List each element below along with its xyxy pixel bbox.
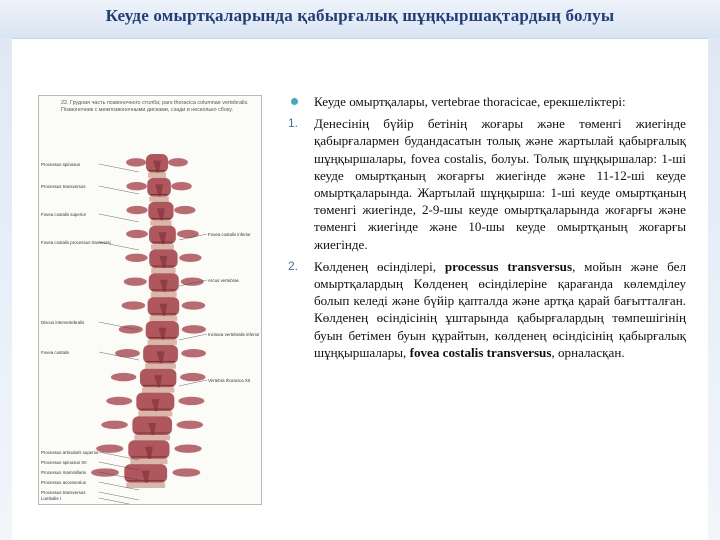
intervertebral-disc [150, 316, 178, 321]
anatomy-label: Vertebra thoracica XII [208, 378, 251, 383]
anatomy-label: Processus spinosus [41, 162, 81, 167]
transverse-process [126, 230, 148, 238]
intervertebral-disc [138, 411, 172, 416]
intervertebral-disc [134, 435, 170, 440]
transverse-process [126, 158, 146, 166]
intervertebral-disc [149, 196, 169, 201]
transverse-process [171, 182, 192, 190]
intervertebral-disc [151, 244, 174, 249]
spine-illustration [38, 95, 262, 505]
transverse-process [172, 468, 200, 476]
intervertebral-disc [150, 220, 171, 225]
intervertebral-disc [145, 363, 176, 368]
bullet-intro-text: Кеуде омыртқалары, vertebrae thoracicae, ерекшеліктері: [314, 94, 626, 109]
anatomy-label: Processus mammillaris [41, 470, 87, 475]
transverse-process [119, 325, 143, 333]
numbered-item-2 [288, 258, 686, 361]
anatomy-label: Fovea costalis processus transversi [41, 240, 111, 245]
item-text: Денесінің бүйір бетінің жоғары және төменгі жиегінде қабырғалармен будандасатын толық және жартылай қабырғалық шұңқыршалары, fovea costalis, болуы. Толық шұңқыршалар: 1-ші кеуде омыртқаның жоғарғы жиегінде және 11-12-ші кеуде омыртқаларында. Жартылай шұңқырша: 1-ші кеуде омыртқаның төменгі жиегінде, 2-9-шы кеуде омыртқаларында жоғарғы және төменгі жиегінде және 10-шы кеуде омыртқаның жоғарғы жиегінде. [314, 116, 686, 252]
transverse-process [180, 373, 205, 381]
latin-term: processus transversus [444, 258, 573, 274]
figure-caption-line: 22. Грудная часть позвоночного столба; pars thoracica columnae vertebralis. [61, 100, 249, 106]
transverse-process [125, 254, 147, 262]
intervertebral-disc [151, 268, 175, 273]
transverse-process [182, 301, 206, 309]
right-decor-strip [708, 38, 720, 540]
anatomy-label: Processus spinosus XII [41, 460, 87, 465]
transverse-process [181, 349, 206, 357]
latin-term: fovea costalis transversus [409, 344, 552, 360]
left-decor-strip [0, 38, 12, 540]
transverse-process [181, 277, 204, 285]
transverse-process [178, 397, 204, 405]
transverse-process [96, 444, 123, 452]
anatomy-label: Lumbalis I [41, 496, 62, 501]
intervertebral-disc [142, 387, 174, 392]
bullet-dot-icon [291, 98, 298, 105]
transverse-process [106, 397, 132, 405]
anatomy-label: Arcus vertebrae [208, 278, 239, 283]
transverse-process [111, 373, 136, 381]
transverse-process [174, 206, 195, 214]
anatomy-label: Fovea costalis [41, 350, 70, 355]
transverse-process [168, 158, 188, 166]
label-leader-line [179, 334, 207, 340]
transverse-process [122, 301, 146, 309]
intervertebral-disc [148, 173, 166, 178]
transverse-process [182, 325, 206, 333]
anatomy-label: Fovea costalis inferior [208, 232, 251, 237]
transverse-process [124, 277, 147, 285]
intervertebral-disc [151, 292, 177, 297]
transverse-process [91, 468, 119, 476]
item-text: , орналасқан. [551, 344, 625, 360]
anatomy-label: Processus transversus [41, 490, 86, 495]
transverse-process [179, 254, 201, 262]
transverse-process [177, 421, 204, 429]
label-leader-line [99, 214, 139, 222]
intervertebral-disc [148, 340, 177, 345]
intervertebral-disc [126, 483, 165, 488]
item-number: 1. [288, 116, 299, 131]
transverse-process [101, 421, 128, 429]
anatomy-label: Processus transversus [41, 184, 86, 189]
transverse-process [177, 230, 199, 238]
item-number: 2. [288, 258, 299, 273]
transverse-process [126, 206, 147, 214]
anatomy-label: Processus articularis superior [41, 450, 99, 455]
figure-caption-line: Позвоночник с межпозвоночными дисками, сзади и несколько сбоку. [61, 106, 233, 113]
label-leader-line [99, 492, 139, 500]
transverse-process [115, 349, 140, 357]
anatomy-label: Incisura vertebralis inferior [208, 332, 260, 337]
transverse-process [174, 444, 201, 452]
bullet-item [288, 93, 686, 110]
anatomy-label: Processus accessorius [41, 480, 86, 485]
item-text: Көлденең өсінділері, [314, 258, 445, 274]
anatomy-label: Fovea costalis superior [41, 212, 87, 217]
intervertebral-disc [130, 459, 167, 464]
anatomy-label: Discus intervertebralis [41, 320, 85, 325]
slide-title: Кеуде омыртқаларында қабырғалық шұңқыршақтардың болуы [105, 6, 615, 25]
transverse-process [126, 182, 147, 190]
text-content [288, 93, 686, 361]
thoracic-spine-drawing [39, 96, 261, 504]
item-text: , мойын және бел омыртқалардың Көлденең өсінділеріне қарағанда көлемділеу болып келеді және бүйір қапталда және артқа қарай бағытталған. Көлденең өсіндісінің ұштарында қабырғалардың төмпешігінің буын бетімен буын құрайтын, көлденең өсіндісінің қабырғалық шұңқыршалары, [314, 258, 686, 360]
numbered-item-1 [288, 115, 686, 253]
